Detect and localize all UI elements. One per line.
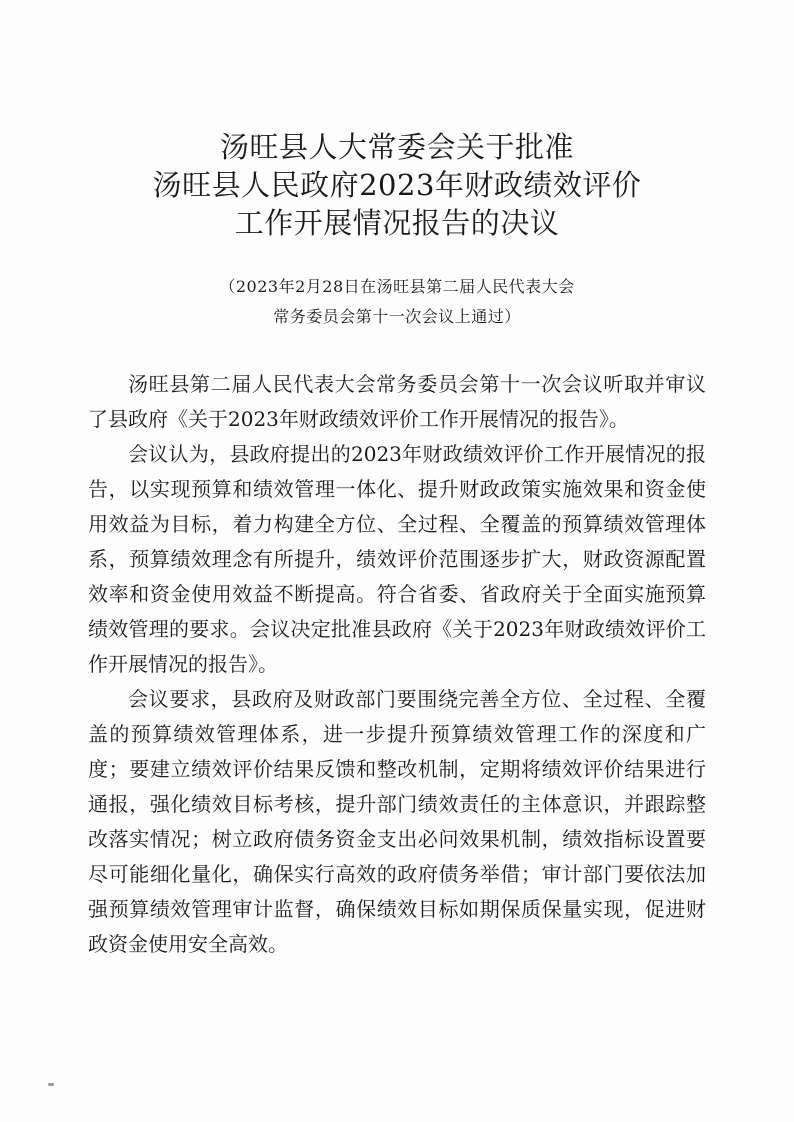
title-line-3: 工作开展情况报告的决议 [234,206,560,240]
title-line-1: 汤旺县人大常委会关于批准 [219,130,574,164]
subtitle-line-2: 常务委员会第十一次会议上通过） [273,307,521,326]
body-paragraph-1: 汤旺县第二届人民代表大会常务委员会第十一次会议听取并审议了县政府《关于2023年财政绩效评价工作开展情况的报告》。 [88,372,706,431]
subtitle-line-1: （2023年2月28日在汤旺县第二届人民代表大会 [219,277,575,296]
document-subtitle [0,272,794,332]
document-title [0,128,794,242]
body-paragraph-2: 会议认为，县政府提出的2023年财政绩效评价工作开展情况的报告，以实现预算和绩效管理一体化、提升财政政策实施效果和资金使用效益为目标，着力构建全方位、全过程、全覆盖的预算绩效管理体系，预算绩效理念有所提升，绩效评价范围逐步扩大，财政资源配置效率和资金使用效益不断提高。符合省委、省政府关于全面实施预算绩效管理的要求。会议决定批准县政府《关于2023年财政绩效评价工作开展情况的报告》。 [88,442,706,676]
body-paragraph-3: 会议要求，县政府及财政部门要围绕完善全方位、全过程、全覆盖的预算绩效管理体系，进一步提升预算绩效管理工作的深度和广度；要建立绩效评价结果反馈和整改机制，定期将绩效评价结果进行通报，强化绩效目标考核，提升部门绩效责任的主体意识，并跟踪整改落实情况；树立政府债务资金支出必问效果机制，绩效指标设置要尽可能细化量化，确保实行高效的政府债务举借；审计部门要依法加强预算绩效管理审计监督，确保绩效目标如期保质保量实现，促进财政资金使用安全高效。 [88,687,706,956]
scan-speck [48,1083,54,1086]
title-line-2: 汤旺县人民政府2023年财政绩效评价 [152,168,642,202]
document-body [88,367,706,962]
